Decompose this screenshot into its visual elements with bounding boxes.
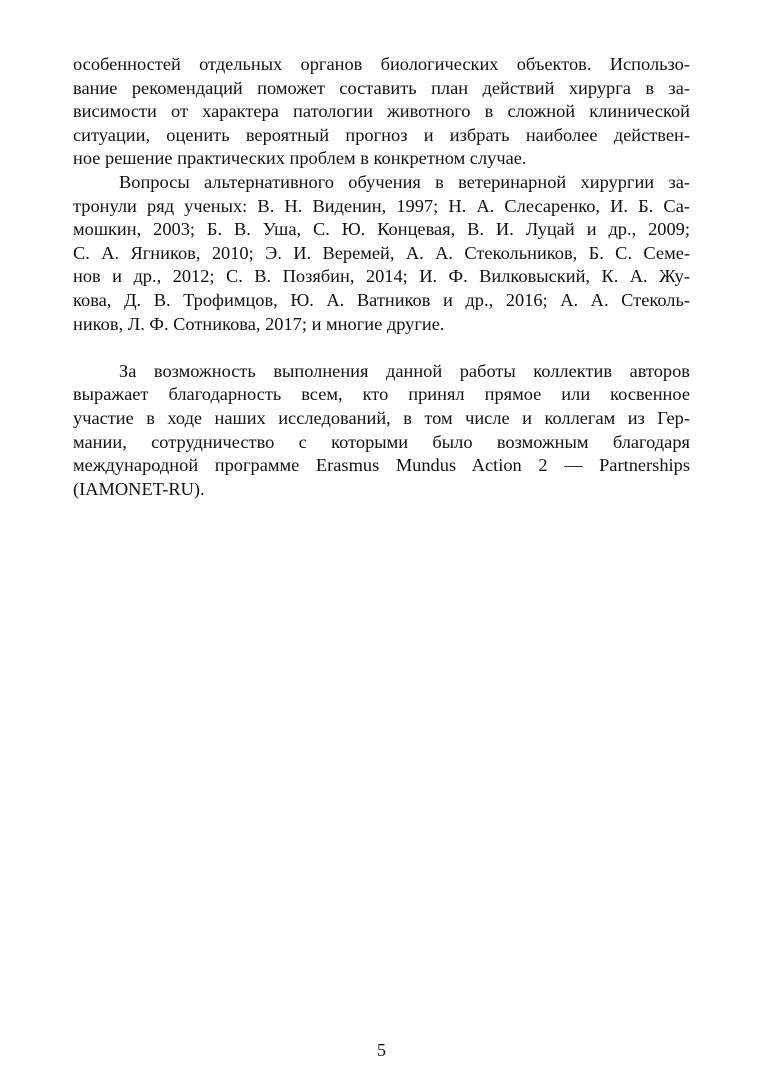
text-line: ситуации, оценить вероятный прогноз и избрать наиболее действен- <box>73 124 690 145</box>
text-line: участие в ходе наших исследований, в том числе и коллегам из Гер- <box>73 407 690 428</box>
paragraph-spacer <box>73 336 690 360</box>
paragraph-continuation <box>73 53 690 171</box>
text-line: (IAMONET-RU). <box>73 478 205 499</box>
page-number: 5 <box>377 1040 386 1060</box>
text-line: мошкин, 2003; Б. В. Уша, С. Ю. Концевая, В. И. Луцай и др., 2009; <box>73 219 690 240</box>
paragraph-acknowledgements <box>73 360 690 502</box>
text-line: кова, Д. В. Трофимцов, Ю. А. Ватников и др., 2016; А. А. Стеколь- <box>73 289 690 310</box>
paragraph-alternative-training <box>73 171 690 336</box>
text-line: выражает благодарность всем, кто принял прямое или косвенное <box>73 384 690 405</box>
text-line: особенностей отдельных органов биологических объектов. Использо- <box>73 54 690 74</box>
text-line: За возможность выполнения данной работы коллектив авторов <box>119 360 690 381</box>
text-line: тронули ряд ученых: В. Н. Виденин, 1997; Н. А. Слесаренко, И. Б. Са- <box>73 195 690 216</box>
text-line: ников, Л. Ф. Сотникова, 2017; и многие другие. <box>73 313 445 334</box>
page-body <box>73 53 690 501</box>
text-line: международной программе Erasmus Mundus Action 2 — Partnerships <box>73 455 690 476</box>
text-line: вание рекомендаций поможет составить план действий хирурга в за- <box>73 77 690 98</box>
text-line: Вопросы альтернативного обучения в ветеринарной хирургии за- <box>119 171 690 192</box>
text-line: нов и др., 2012; С. В. Позябин, 2014; И. Ф. Вилковыский, К. А. Жу- <box>73 266 690 287</box>
text-line: висимости от характера патологии животного в сложной клинической <box>73 101 690 122</box>
text-line: ное решение практических проблем в конкретном случае. <box>73 148 527 169</box>
text-line: С. А. Ягников, 2010; Э. И. Веремей, А. А. Стекольников, Б. С. Семе- <box>73 242 690 263</box>
text-line: мании, сотрудничество с которыми было возможным благодаря <box>73 431 690 452</box>
